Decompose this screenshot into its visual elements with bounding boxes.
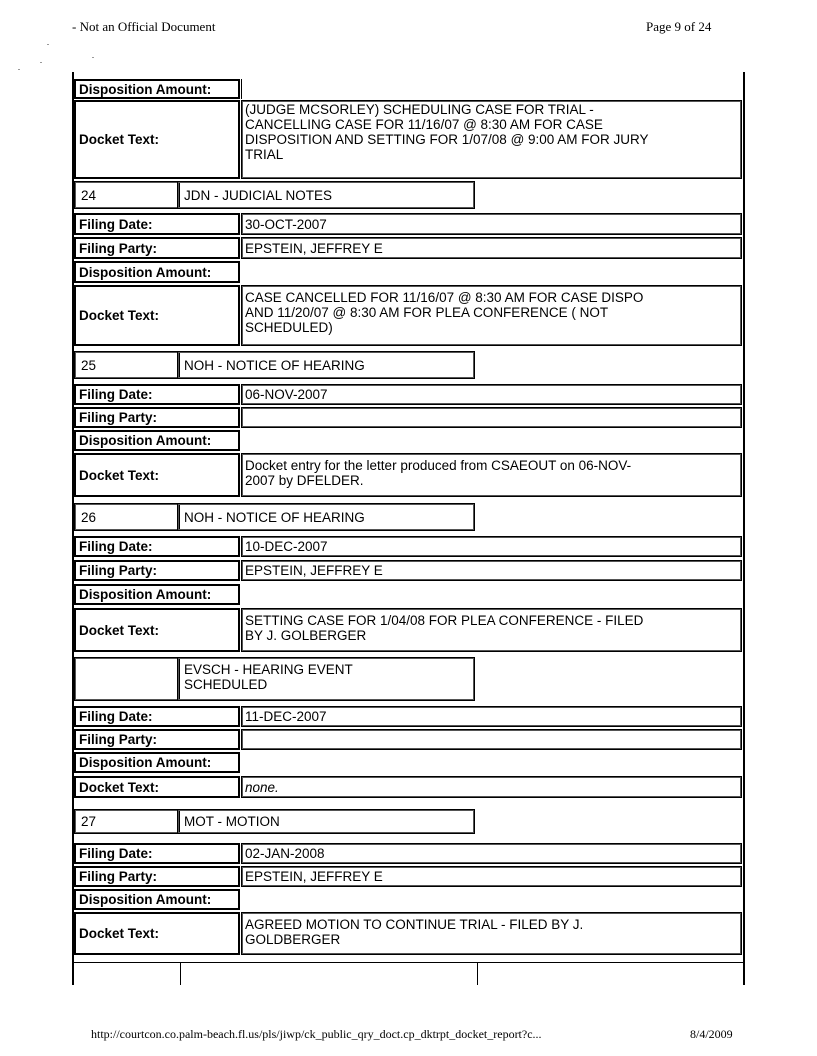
partial-next-row [72, 962, 745, 963]
docket-text-line: 2007 by DFELDER. [245, 473, 364, 488]
entry-number: 27 [74, 809, 180, 834]
filing-date-label: Filing Date: [74, 213, 240, 235]
filing-date-value: 02-JAN-2008 [241, 843, 742, 864]
filing-date-value: 06-NOV-2007 [241, 384, 742, 405]
entry-number: 25 [74, 351, 180, 379]
table-right-border [743, 72, 745, 985]
filing-party-label: Filing Party: [74, 560, 240, 581]
filing-date-value: 30-OCT-2007 [241, 213, 742, 235]
docket-text-line: GOLDBERGER [245, 932, 341, 947]
entry-code: MOT - MOTION [177, 809, 475, 834]
docket-text-line: CASE CANCELLED FOR 11/16/07 @ 8:30 AM FOR CASE DISPO [245, 290, 644, 305]
docket-text-value: none. [241, 776, 742, 798]
filing-date-value: 10-DEC-2007 [241, 536, 742, 557]
partial-row-divider [477, 962, 478, 985]
docket-text-value [241, 453, 742, 497]
docket-text-line: BY J. GOLBERGER [245, 628, 367, 643]
docket-text-line: CANCELLING CASE FOR 11/16/07 @ 8:30 AM FOR CASE [245, 117, 603, 132]
entry-number [74, 657, 180, 701]
entry-number: 26 [74, 503, 180, 531]
entry-code [177, 657, 475, 701]
disposition-amount-label: Disposition Amount: [74, 79, 240, 99]
filing-date-value: 11-DEC-2007 [241, 706, 742, 727]
docket-text-line: (JUDGE MCSORLEY) SCHEDULING CASE FOR TRIAL - [245, 102, 594, 117]
value-divider [241, 79, 242, 99]
source-url: http://courtcon.co.palm-beach.fl.us/pls/jiwp/ck_public_qry_doct.cp_dktrpt_docket_report?c... [91, 1027, 542, 1041]
docket-text-line: AND 11/20/07 @ 8:30 AM FOR PLEA CONFERENCE ( NOT [245, 305, 609, 320]
docket-text-line: TRIAL [245, 147, 284, 162]
docket-text-line: DISPOSITION AND SETTING FOR 1/07/08 @ 9:00 AM FOR JURY [245, 132, 649, 147]
docket-text-value [241, 608, 742, 652]
docket-text-line: AGREED MOTION TO CONTINUE TRIAL - FILED BY J. [245, 917, 584, 932]
scan-mark [40, 62, 42, 63]
filing-date-label: Filing Date: [74, 384, 240, 405]
entry-code: NOH - NOTICE OF HEARING [177, 351, 475, 379]
entry-code: NOH - NOTICE OF HEARING [177, 503, 475, 531]
docket-text-value [241, 100, 742, 179]
filing-party-value: EPSTEIN, JEFFREY E [241, 560, 742, 581]
page-indicator: Page 9 of 24 [646, 19, 712, 34]
scan-mark [47, 44, 49, 45]
document-disclaimer: - Not an Official Document [72, 19, 216, 34]
docket-text-line: SETTING CASE FOR 1/04/08 FOR PLEA CONFERENCE - FILED [245, 613, 644, 628]
entry-code-line: EVSCH - HEARING EVENT [184, 662, 353, 677]
docket-text-value [241, 285, 742, 346]
disposition-amount-label: Disposition Amount: [74, 584, 240, 605]
filing-party-label: Filing Party: [74, 866, 240, 887]
filing-party-value: EPSTEIN, JEFFREY E [241, 237, 742, 259]
scan-mark [18, 69, 20, 70]
entry-code: JDN - JUDICIAL NOTES [177, 181, 475, 209]
filing-date-label: Filing Date: [74, 843, 240, 864]
print-date: 8/4/2009 [690, 1027, 733, 1041]
disposition-amount-label: Disposition Amount: [74, 261, 240, 283]
filing-date-label: Filing Date: [74, 536, 240, 557]
docket-text-line: Docket entry for the letter produced from CSAEOUT on 06-NOV- [245, 458, 632, 473]
filing-party-value: EPSTEIN, JEFFREY E [241, 866, 742, 887]
partial-row-divider [180, 962, 181, 985]
filing-party-value [241, 729, 742, 750]
docket-text-label: Docket Text: [74, 608, 240, 652]
docket-text-label: Docket Text: [74, 912, 240, 955]
entry-code-line: SCHEDULED [184, 677, 268, 692]
filing-date-label: Filing Date: [74, 706, 240, 727]
filing-party-label: Filing Party: [74, 729, 240, 750]
disposition-amount-label: Disposition Amount: [74, 752, 240, 773]
scan-mark [92, 57, 94, 58]
docket-text-label: Docket Text: [74, 776, 240, 798]
filing-party-label: Filing Party: [74, 407, 240, 428]
disposition-amount-label: Disposition Amount: [74, 889, 240, 910]
docket-text-label: Docket Text: [74, 285, 240, 346]
disposition-amount-label: Disposition Amount: [74, 430, 240, 451]
docket-text-value [241, 912, 742, 955]
docket-text-label: Docket Text: [74, 100, 240, 179]
entry-number: 24 [74, 181, 180, 209]
docket-text-label: Docket Text: [74, 453, 240, 497]
filing-party-label: Filing Party: [74, 237, 240, 259]
filing-party-value [241, 407, 742, 428]
docket-text-line: SCHEDULED) [245, 320, 333, 335]
